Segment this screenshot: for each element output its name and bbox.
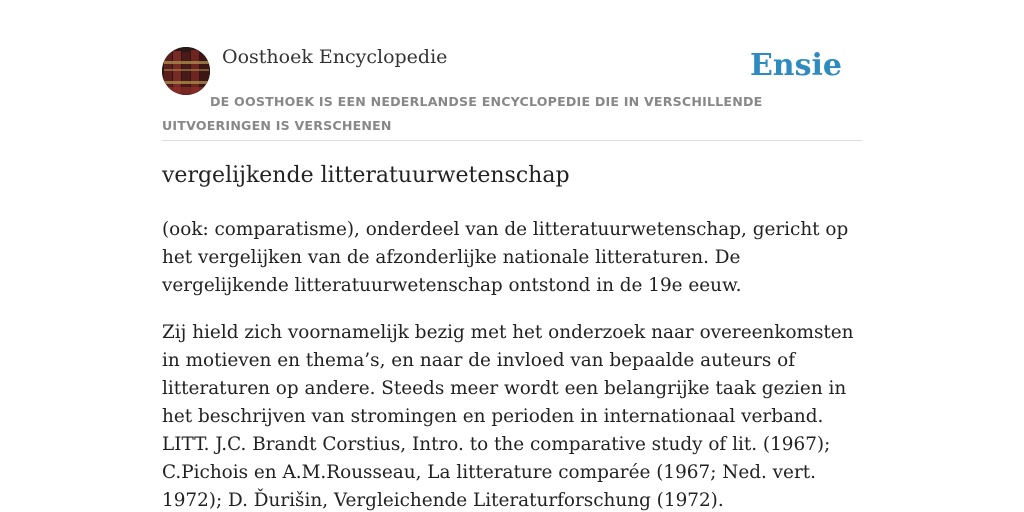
site-avatar-icon[interactable] [162, 47, 210, 95]
article-title: vergelijkende litteratuurwetenschap [162, 163, 570, 188]
site-name-link[interactable]: Oosthoek Encyclopedie [222, 46, 448, 68]
article-paragraph: Zij hield zich voornamelijk bezig met het onderzoek naar overeenkomsten in motieven en thema’s, en naar de invloed van bepaalde auteurs of litteraturen op andere. Steeds meer wordt een belangrijke taak gezien in het beschrijven van stromingen en perioden in internationaal verband. LITT. J.C. Brandt Corstius, Intro. to the comparative study of lit. (1967); C.Pichois en A.M.Rousseau, La litterature comparée (1967; Ned. vert. 1972); D. Ďurišin, Vergleichende Literaturforschung (1972). [162, 322, 854, 511]
site-tagline: DE OOSTHOEK IS EEN NEDERLANDSE ENCYCLOPEDIE DIE IN VERSCHILLENDE UITVOERINGEN IS VERSCHENEN [162, 94, 763, 133]
site-header [162, 44, 862, 141]
ensie-logo-link[interactable]: Ensie [749, 48, 842, 83]
article-paragraph: (ook: comparatisme), onderdeel van de litteratuurwetenschap, gericht op het vergelijken van de afzonderlijke nationale litteraturen. De vergelijkende litteratuurwetenschap ontstond in de 19e eeuw. [162, 219, 849, 296]
